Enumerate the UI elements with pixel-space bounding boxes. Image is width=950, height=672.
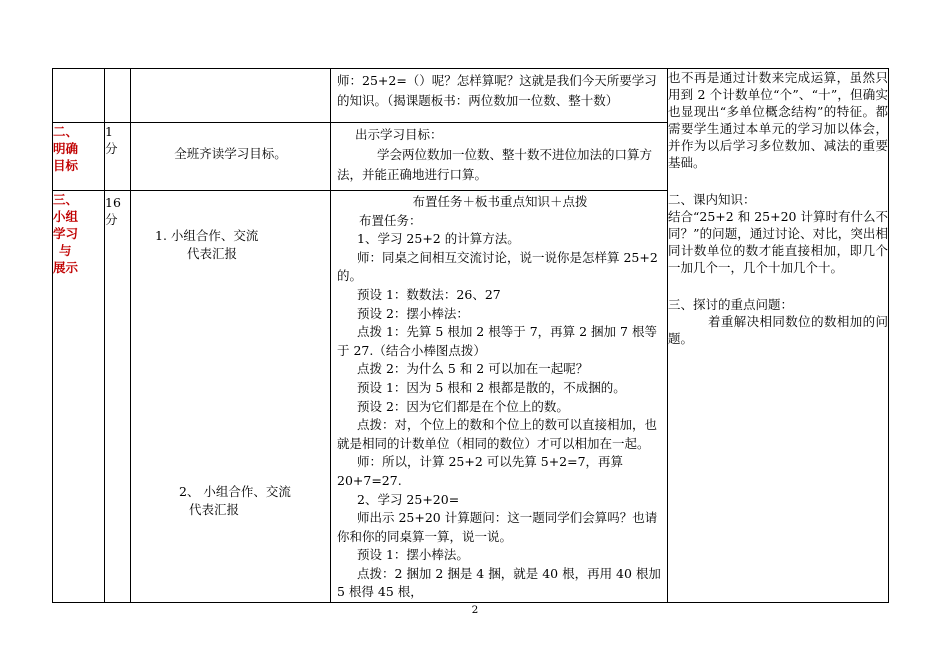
teacher-line: 点拨：对，个位上的数和个位上的数可以直接相加，也就是相同的计数单位（相同的数位）才可以相加在一起。: [337, 417, 658, 451]
stage-label-line: 二、: [53, 124, 79, 139]
stage-label-line: 展示: [53, 260, 79, 275]
teacher-line: 预设 1：数数法：26、27: [357, 286, 501, 302]
teacher-line: 预设 1：摆小棒法。: [357, 547, 469, 563]
teacher-activity-cell: [331, 123, 668, 191]
student-activity-cell: [131, 123, 331, 191]
teacher-line: 点拨：2 捆加 2 捆是 4 捆，就是 40 根，再用 40 根加 5 根得 45 根，: [337, 565, 661, 600]
stage-label-line: 小组: [53, 209, 79, 224]
teacher-line: 出示学习目标：: [355, 127, 443, 142]
notes-blank: [668, 171, 888, 191]
stage-label-line: 明确: [53, 141, 79, 156]
teacher-activity-cell: [331, 69, 668, 123]
stage-label: [53, 123, 105, 191]
teacher-line: 点拨 1：先算 5 根加 2 根等于 7，再算 2 捆加 7 根等于 27.（结合小棒图点拨）: [337, 324, 657, 358]
teacher-line: 预设 2：摆小棒法：: [357, 305, 469, 321]
student-activity-text: 全班齐读学习目标。: [174, 146, 287, 161]
notes-paragraph: 着重解决相同数位的数相加的问题。: [668, 314, 888, 346]
student-activity-cell: [131, 191, 331, 603]
teacher-line: 预设 1：因为 5 根和 2 根都是散的，不成捆的。: [357, 379, 626, 395]
stage-label-line: 与: [59, 243, 72, 258]
teacher-line: 2、学习 25+20=: [357, 491, 460, 507]
notes-cell: [668, 69, 889, 603]
minutes-unit: 分: [105, 141, 118, 156]
stage-label: [53, 191, 105, 603]
teacher-line: 1、学习 25+2 的计算方法。: [357, 231, 520, 247]
teacher-activity-cell: [331, 191, 668, 603]
minutes-unit: 分: [105, 212, 118, 227]
activity-item-label: 2、 小组合作、交流: [179, 484, 291, 499]
page-number: 2: [471, 604, 479, 616]
teacher-line: 师：25+2=（）呢？怎样算呢？这就是我们今天所要学习的知识。（揭课题板书：两位数加一位数、整十数）: [337, 73, 657, 108]
teacher-line: 师出示 25+20 计算题问：这一题同学们会算吗？也请你和你的同桌算一算，说一说。: [337, 510, 658, 544]
minutes-label: [105, 191, 131, 603]
minutes-value: 1: [105, 124, 113, 139]
notes-blank: [668, 276, 888, 296]
activity-item-1: [155, 227, 258, 263]
minutes-cell: [105, 69, 131, 123]
student-activity-cell: [131, 69, 331, 123]
minutes-label: [105, 123, 131, 191]
teacher-line: 学会两位数加一位数、整十数不进位加法的口算方法，并能正确地进行口算。: [337, 147, 653, 182]
activity-item-2: [179, 483, 291, 519]
teacher-line: 预设 2：因为它们都是在个位上的数。: [357, 398, 569, 414]
stage-label-line: 学习: [53, 226, 79, 241]
table-row-intro: [53, 69, 889, 123]
minutes-value: 16: [105, 195, 121, 210]
activity-item-label: 1. 小组合作、交流: [155, 228, 259, 243]
activity-item-label: 代表汇报: [187, 246, 238, 261]
notes-paragraph: 结合“25+2 和 25+20 计算时有什么不同？”的问题，通过讨论、对比，突出相同计数单位的数才能直接相加，即几个一加几个一，几个十加几个十。: [668, 209, 888, 275]
stage-cell: [53, 69, 105, 123]
stage-label-line: 目标: [53, 158, 79, 173]
teacher-line: 师：同桌之间相互交流讨论，说一说你是怎样算 25+2 的。: [337, 249, 658, 284]
stage-label-line: 三、: [53, 192, 79, 207]
activity-item-label: 代表汇报: [189, 502, 240, 517]
notes-heading: 三、探讨的重点问题：: [668, 297, 794, 312]
lesson-plan-table: [52, 68, 889, 603]
notes-heading: 二、课内知识：: [668, 192, 756, 207]
teacher-line: 布置任务＋板书重点知识＋点拨: [412, 194, 588, 209]
teacher-line: 布置任务：: [359, 212, 422, 228]
teacher-line: 师：所以，计算 25+2 可以先算 5+2=7，再算 20+7=27.: [337, 454, 624, 488]
teacher-line: 点拨 2：为什么 5 和 2 可以加在一起呢？: [357, 361, 589, 377]
notes-paragraph: 也不再是通过计数来完成运算，虽然只用到 2 个计数单位“个”、“十”，但确实也显现出“多单位概念结构”的特征。都需要学生通过本单元的学习加以体会，并作为以后学习多位数加、减法的重要基础。: [668, 70, 888, 170]
